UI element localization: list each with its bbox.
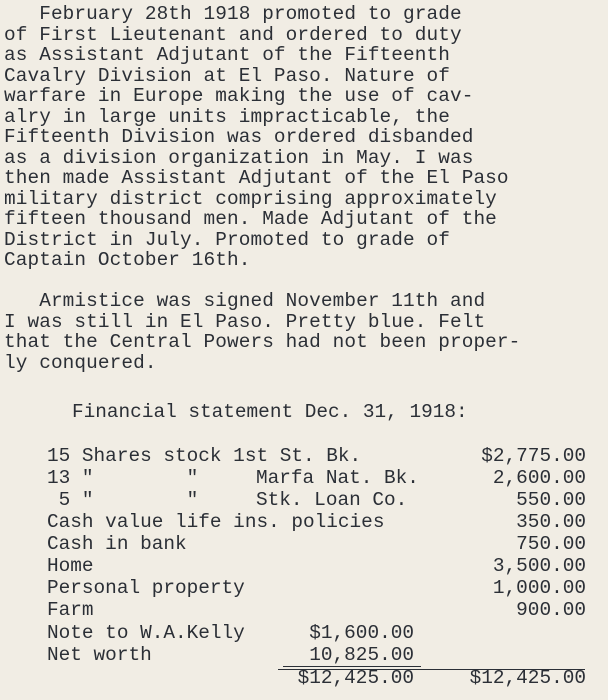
asset-amount: 900.00 <box>516 599 586 621</box>
asset-amount: 3,500.00 <box>492 555 586 577</box>
narrative-paragraph-1: February 28th 1918 promoted to grade of First Lieutenant and ordered to duty as Assistant Adjutant of the Fifteenth Cavalry Division at El Paso. Nature of warfare in Europe making the use of cav- alry in large units impracticable, the Fifteenth Division was ordered disbanded as a division organization in May. I was then made Assistant Adjutant of the El Paso military district comprising approximately fifteen thousand men. Made Adjutant of the District in July. Promoted to grade of Captain October 16th. <box>4 3 509 271</box>
liability-row <box>0 644 608 666</box>
asset-amount: 750.00 <box>516 533 586 555</box>
asset-row <box>0 533 608 555</box>
asset-row <box>0 511 608 533</box>
asset-amount: 550.00 <box>516 489 586 511</box>
asset-item: Cash value life ins. policies <box>47 511 385 533</box>
asset-amount: 350.00 <box>516 511 586 533</box>
asset-item: Cash in bank <box>47 533 187 555</box>
asset-item: 13 " " <box>47 467 199 489</box>
asset-row <box>0 467 608 489</box>
narrative-paragraph-2: Armistice was signed November 11th and I was still in El Paso. Pretty blue. Felt that the Central Powers had not been proper- ly conquered. <box>4 290 521 374</box>
liabilities-total: $12,425.00 <box>297 667 414 689</box>
financial-statement-heading: Financial statement Dec. 31, 1918: <box>72 401 468 423</box>
asset-row <box>0 445 608 467</box>
asset-amount: 2,600.00 <box>492 467 586 489</box>
liability-amount: $1,600.00 <box>309 622 414 644</box>
asset-row <box>0 577 608 599</box>
liability-item: Note to W.A.Kelly <box>47 622 245 644</box>
asset-item: Personal property <box>47 577 245 599</box>
asset-row <box>0 555 608 577</box>
asset-item: Home <box>47 555 94 577</box>
assets-total: $12,425.00 <box>469 667 586 689</box>
asset-detail: Stk. Loan Co. <box>256 489 408 511</box>
asset-item: 15 Shares stock 1st St. Bk. <box>47 445 362 467</box>
liability-row <box>0 622 608 644</box>
asset-row <box>0 489 608 511</box>
asset-detail: Marfa Nat. Bk. <box>256 467 419 489</box>
asset-item: Farm <box>47 599 94 621</box>
totals-row <box>0 667 608 689</box>
asset-row <box>0 599 608 621</box>
liability-amount: 10,825.00 <box>309 644 414 666</box>
asset-amount: 1,000.00 <box>492 577 586 599</box>
asset-item: 5 " " <box>47 489 199 511</box>
liability-item: Net worth <box>47 644 152 666</box>
asset-amount: $2,775.00 <box>481 445 586 467</box>
